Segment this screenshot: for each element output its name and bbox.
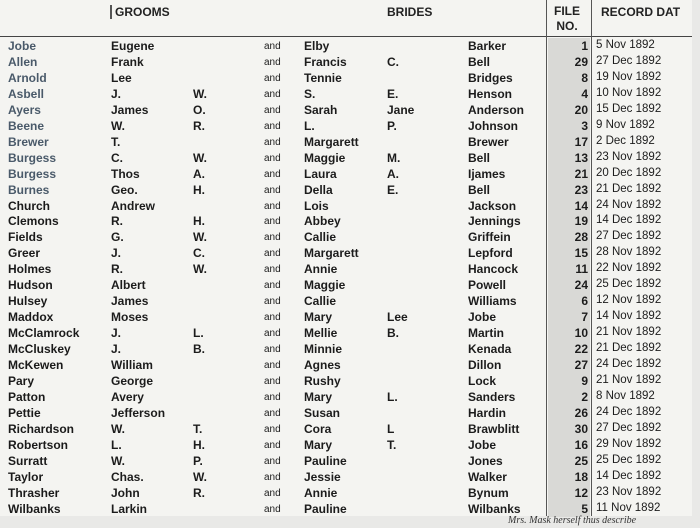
groom-middle-name: O. — [193, 102, 206, 117]
file-number: 21 — [574, 166, 588, 181]
groom-first-name: Thos — [111, 166, 140, 181]
bride-middle-name: P. — [387, 118, 397, 133]
record-date: 23 Nov 1892 — [596, 485, 662, 498]
groom-last-name: Robertson — [8, 437, 68, 452]
groom-first-name: Geo. — [111, 182, 138, 197]
record-date: 10 Nov 1892 — [596, 86, 662, 99]
and-connector: and — [264, 344, 281, 356]
groom-first-name: J. — [111, 86, 122, 101]
bride-last-name: Jones — [468, 453, 503, 468]
file-number: 10 — [574, 326, 588, 341]
file-number: 15 — [574, 246, 588, 261]
table-row — [0, 38, 692, 54]
footer-note: Mrs. Mask herself thus describe — [508, 515, 637, 526]
groom-last-name: Burnes — [8, 182, 50, 197]
groom-last-name: Church — [8, 198, 50, 213]
groom-first-name: Lee — [111, 70, 132, 85]
groom-last-name: Wilbanks — [8, 501, 61, 516]
and-connector: and — [264, 152, 281, 164]
record-date: 27 Dec 1892 — [596, 54, 662, 67]
file-number: 25 — [574, 453, 588, 468]
bride-last-name: Anderson — [468, 102, 525, 117]
bride-middle-name: E. — [387, 182, 399, 197]
record-date: 19 Nov 1892 — [596, 70, 662, 83]
bride-first-name: Agnes — [304, 358, 341, 372]
and-connector: and — [264, 280, 281, 292]
record-date: 12 Nov 1892 — [596, 294, 662, 307]
groom-last-name: Clemons — [8, 214, 59, 229]
bride-middle-name: C. — [387, 54, 399, 69]
bride-first-name: Della — [304, 182, 333, 197]
bride-first-name: Cora — [304, 421, 332, 436]
bride-first-name: Annie — [304, 262, 338, 277]
bride-first-name: Mary — [304, 437, 333, 452]
bride-first-name: Margarett — [304, 134, 359, 149]
bride-last-name: Hancock — [468, 262, 519, 277]
table-row — [0, 437, 692, 453]
bride-first-name: L. — [304, 118, 315, 133]
table-row — [0, 229, 692, 245]
table-row — [0, 309, 692, 325]
groom-middle-name: W. — [193, 150, 207, 165]
groom-last-name: McKewen — [8, 358, 64, 372]
record-date: 22 Nov 1892 — [596, 262, 662, 275]
bride-last-name: Powell — [468, 278, 507, 293]
groom-last-name: Ayers — [8, 102, 41, 117]
record-date: 2 Dec 1892 — [596, 134, 655, 147]
table-row — [0, 166, 692, 182]
bride-last-name: Hardin — [468, 405, 507, 420]
groom-first-name: John — [111, 485, 140, 500]
groom-first-name: William — [111, 358, 153, 372]
bride-first-name: Callie — [304, 230, 337, 245]
bride-middle-name: L — [387, 421, 395, 436]
record-date: 8 Nov 1892 — [596, 389, 655, 402]
file-number: 24 — [574, 278, 588, 293]
file-number: 5 — [581, 501, 588, 516]
record-date-column-header: RECORD DAT — [601, 5, 681, 19]
bride-first-name: Pauline — [304, 501, 347, 516]
groom-first-name: J. — [111, 342, 122, 357]
table-row — [0, 469, 692, 485]
groom-middle-name: H. — [193, 182, 205, 197]
table-row — [0, 277, 692, 293]
and-connector: and — [264, 328, 281, 340]
groom-first-name: Chas. — [111, 469, 144, 484]
bride-last-name: Jobe — [468, 310, 497, 325]
and-connector: and — [264, 264, 281, 276]
and-connector: and — [264, 455, 281, 467]
record-date: 27 Dec 1892 — [596, 421, 662, 434]
file-number: 12 — [574, 485, 588, 500]
file-number: 23 — [574, 182, 588, 197]
record-date: 21 Dec 1892 — [596, 342, 662, 355]
file-number: 2 — [581, 389, 588, 404]
groom-last-name: Patton — [8, 389, 46, 404]
groom-first-name: R. — [111, 262, 123, 277]
bride-last-name: Bell — [468, 54, 491, 69]
bride-last-name: Johnson — [468, 118, 518, 133]
file-number: 1 — [581, 39, 588, 53]
bride-first-name: Francis — [304, 54, 347, 69]
groom-last-name: Pettie — [8, 405, 41, 420]
and-connector: and — [264, 312, 281, 324]
bride-last-name: Bridges — [468, 70, 513, 85]
groom-first-name: J. — [111, 326, 122, 341]
and-connector: and — [264, 503, 281, 515]
groom-middle-name: C. — [193, 246, 205, 261]
bride-last-name: Wilbanks — [468, 501, 521, 516]
groom-last-name: Maddox — [8, 310, 54, 325]
record-date: 5 Nov 1892 — [596, 39, 655, 51]
groom-middle-name: T. — [193, 421, 203, 436]
file-number: 17 — [574, 134, 588, 149]
file-number: 22 — [574, 342, 588, 357]
groom-first-name: Eugene — [111, 39, 155, 53]
table-row — [0, 182, 692, 198]
table-row — [0, 198, 692, 214]
bride-first-name: Mellie — [304, 326, 338, 341]
record-date: 11 Nov 1892 — [596, 501, 661, 514]
bride-first-name: Callie — [304, 294, 337, 309]
bride-last-name: Walker — [468, 469, 507, 484]
groom-middle-name: W. — [193, 262, 207, 277]
groom-middle-name: H. — [193, 214, 205, 229]
file-number: 16 — [574, 437, 588, 452]
bride-first-name: Annie — [304, 485, 338, 500]
bride-last-name: Ijames — [468, 166, 506, 181]
groom-middle-name: W. — [193, 86, 207, 101]
groom-first-name: C. — [111, 150, 123, 165]
record-date: 24 Dec 1892 — [596, 358, 662, 370]
brides-column-header: BRIDES — [387, 5, 433, 19]
bride-middle-name: A. — [387, 166, 399, 181]
groom-last-name: Thrasher — [8, 485, 60, 500]
file-number: 11 — [575, 262, 588, 277]
and-connector: and — [264, 439, 281, 451]
bride-last-name: Martin — [468, 326, 504, 341]
bride-first-name: Lois — [304, 198, 329, 213]
bride-first-name: Laura — [304, 166, 337, 181]
bride-first-name: Jessie — [304, 469, 341, 484]
record-date: 25 Dec 1892 — [596, 453, 662, 466]
and-connector: and — [264, 487, 281, 499]
record-date: 27 Dec 1892 — [596, 230, 662, 243]
bride-first-name: Pauline — [304, 453, 347, 468]
groom-first-name: Avery — [111, 389, 144, 404]
bride-first-name: Mary — [304, 389, 333, 404]
record-date: 14 Dec 1892 — [596, 469, 662, 482]
groom-last-name: Arnold — [8, 70, 47, 85]
file-number: 18 — [574, 469, 588, 484]
bride-last-name: Lepford — [468, 246, 513, 261]
groom-middle-name: B. — [193, 342, 205, 357]
table-row — [0, 485, 692, 501]
table-row — [0, 341, 692, 357]
groom-first-name: T. — [111, 134, 121, 149]
file-number: 27 — [574, 358, 588, 372]
bride-last-name: Barker — [468, 39, 507, 53]
groom-middle-name: W. — [193, 230, 207, 245]
bride-last-name: Henson — [468, 86, 513, 101]
file-number: 19 — [574, 214, 588, 229]
groom-first-name: W. — [111, 118, 125, 133]
bride-last-name: Brewer — [468, 134, 509, 149]
record-date: 24 Nov 1892 — [596, 198, 662, 211]
bride-first-name: Elby — [304, 39, 330, 53]
file-number: 6 — [581, 294, 588, 309]
file-number: 28 — [574, 230, 588, 245]
table-row — [0, 261, 692, 277]
and-connector: and — [264, 296, 281, 308]
and-connector: and — [264, 41, 281, 52]
record-date: 20 Dec 1892 — [596, 166, 662, 179]
bride-middle-name: E. — [387, 86, 399, 101]
bride-middle-name: Lee — [387, 310, 408, 325]
bride-middle-name: T. — [387, 437, 397, 452]
and-connector: and — [264, 216, 281, 228]
table-header — [0, 0, 692, 37]
table-row — [0, 453, 692, 469]
groom-last-name: Allen — [8, 54, 38, 69]
groom-first-name: Albert — [111, 278, 146, 293]
table-row — [0, 293, 692, 309]
groom-first-name: L. — [111, 437, 122, 452]
file-number: 26 — [574, 405, 588, 420]
groom-first-name: R. — [111, 214, 123, 229]
table-row — [0, 325, 692, 341]
record-date: 23 Nov 1892 — [596, 150, 662, 163]
bride-last-name: Jennings — [468, 214, 521, 229]
and-connector: and — [264, 104, 281, 116]
groom-last-name: Hudson — [8, 278, 53, 293]
bride-first-name: Tennie — [304, 70, 342, 85]
table-row — [0, 150, 692, 166]
groom-middle-name: W. — [193, 469, 207, 484]
file-number: 4 — [581, 86, 588, 101]
record-date: 24 Dec 1892 — [596, 405, 662, 418]
table-row — [0, 70, 692, 86]
bride-first-name: Mary — [304, 310, 333, 325]
bride-last-name: Griffein — [468, 230, 511, 245]
bride-last-name: Dillon — [468, 358, 502, 372]
groom-middle-name: A. — [193, 166, 205, 181]
file-number: 29 — [574, 54, 588, 69]
groom-last-name: Greer — [8, 246, 41, 261]
table-row — [0, 389, 692, 405]
and-connector: and — [264, 184, 281, 196]
groom-first-name: Moses — [111, 310, 149, 325]
and-connector: and — [264, 88, 281, 100]
groom-last-name: Pary — [8, 373, 35, 388]
record-date: 21 Nov 1892 — [596, 373, 662, 386]
bride-last-name: Williams — [468, 294, 517, 309]
bride-last-name: Bell — [468, 150, 491, 165]
groom-last-name: Richardson — [8, 421, 75, 436]
bride-first-name: Maggie — [304, 278, 346, 293]
groom-last-name: McClamrock — [8, 326, 80, 341]
table-row — [0, 134, 692, 150]
groom-last-name: Asbell — [8, 86, 45, 101]
table-row — [0, 357, 692, 373]
file-number: 14 — [574, 198, 588, 213]
table-row — [0, 86, 692, 102]
file-number: 7 — [581, 310, 588, 325]
file-no-column-header: FILE NO. — [554, 4, 580, 33]
groom-last-name: Holmes — [8, 262, 52, 277]
and-connector: and — [264, 471, 281, 483]
and-connector: and — [264, 407, 281, 419]
file-number: 13 — [574, 150, 588, 165]
and-connector: and — [264, 120, 281, 132]
bride-last-name: Bynum — [468, 485, 509, 500]
and-connector: and — [264, 423, 281, 435]
groom-first-name: G. — [111, 230, 124, 245]
record-date: 25 Dec 1892 — [596, 278, 662, 291]
record-date: 14 Nov 1892 — [596, 310, 662, 323]
and-connector: and — [264, 168, 281, 180]
bride-last-name: Kenada — [468, 342, 512, 357]
record-date: 15 Dec 1892 — [596, 102, 662, 115]
record-date: 21 Nov 1892 — [596, 326, 662, 339]
file-number: 9 — [581, 373, 588, 388]
file-number: 30 — [574, 421, 588, 436]
and-connector: and — [264, 200, 281, 212]
table-row — [0, 373, 692, 389]
bride-first-name: Margarett — [304, 246, 359, 261]
and-connector: and — [264, 72, 281, 84]
groom-middle-name: R. — [193, 485, 205, 500]
and-connector: and — [264, 391, 281, 403]
groom-first-name: George — [111, 373, 154, 388]
groom-first-name: Andrew — [111, 198, 156, 213]
groom-last-name: Brewer — [8, 134, 49, 149]
bride-middle-name: M. — [387, 150, 401, 165]
bride-first-name: Rushy — [304, 373, 341, 388]
record-date: 28 Nov 1892 — [596, 246, 662, 259]
and-connector: and — [264, 248, 281, 260]
groom-first-name: W. — [111, 421, 125, 436]
bride-first-name: S. — [304, 86, 316, 101]
table-row — [0, 213, 692, 229]
and-connector: and — [264, 136, 281, 148]
grooms-column-header: GROOMS — [110, 5, 170, 19]
groom-last-name: Beene — [8, 118, 45, 133]
groom-middle-name: L. — [193, 326, 204, 341]
groom-first-name: Jefferson — [111, 405, 166, 420]
bride-last-name: Bell — [468, 182, 491, 197]
table-row — [0, 421, 692, 437]
groom-first-name: Frank — [111, 54, 144, 69]
groom-middle-name: R. — [193, 118, 205, 133]
file-number: 20 — [574, 102, 588, 117]
bride-last-name: Brawblitt — [468, 421, 520, 436]
record-date: 29 Nov 1892 — [596, 437, 662, 450]
bride-last-name: Jackson — [468, 198, 517, 213]
groom-last-name: Burgess — [8, 166, 57, 181]
groom-last-name: Fields — [8, 230, 43, 245]
groom-last-name: Surratt — [8, 453, 48, 468]
groom-middle-name: P. — [193, 453, 203, 468]
and-connector: and — [264, 360, 281, 371]
record-date: 21 Dec 1892 — [596, 182, 662, 195]
groom-last-name: Jobe — [8, 39, 37, 53]
groom-last-name: Hulsey — [8, 294, 48, 309]
file-number: 3 — [581, 118, 588, 133]
bride-middle-name: Jane — [387, 102, 415, 117]
bride-middle-name: L. — [387, 389, 398, 404]
table-row — [0, 102, 692, 118]
table-row — [0, 405, 692, 421]
groom-last-name: McCluskey — [8, 342, 71, 357]
file-number: 8 — [581, 70, 588, 85]
bride-first-name: Maggie — [304, 150, 346, 165]
groom-first-name: James — [111, 102, 149, 117]
and-connector: and — [264, 232, 281, 244]
bride-middle-name: B. — [387, 326, 399, 341]
bride-last-name: Sanders — [468, 389, 516, 404]
table-row — [0, 54, 692, 70]
bride-first-name: Sarah — [304, 102, 338, 117]
record-date: 14 Dec 1892 — [596, 214, 662, 227]
groom-first-name: Larkin — [111, 501, 148, 516]
groom-last-name: Burgess — [8, 150, 57, 165]
and-connector: and — [264, 56, 281, 68]
groom-first-name: J. — [111, 246, 122, 261]
groom-first-name: James — [111, 294, 149, 309]
groom-middle-name: H. — [193, 437, 205, 452]
table-row — [0, 118, 692, 134]
bride-first-name: Abbey — [304, 214, 341, 229]
bride-first-name: Minnie — [304, 342, 342, 357]
and-connector: and — [264, 375, 281, 387]
bride-first-name: Susan — [304, 405, 341, 420]
record-date: 9 Nov 1892 — [596, 118, 655, 131]
groom-last-name: Taylor — [8, 469, 44, 484]
groom-first-name: W. — [111, 453, 125, 468]
bride-last-name: Jobe — [468, 437, 497, 452]
bride-last-name: Lock — [468, 373, 497, 388]
table-row — [0, 245, 692, 261]
